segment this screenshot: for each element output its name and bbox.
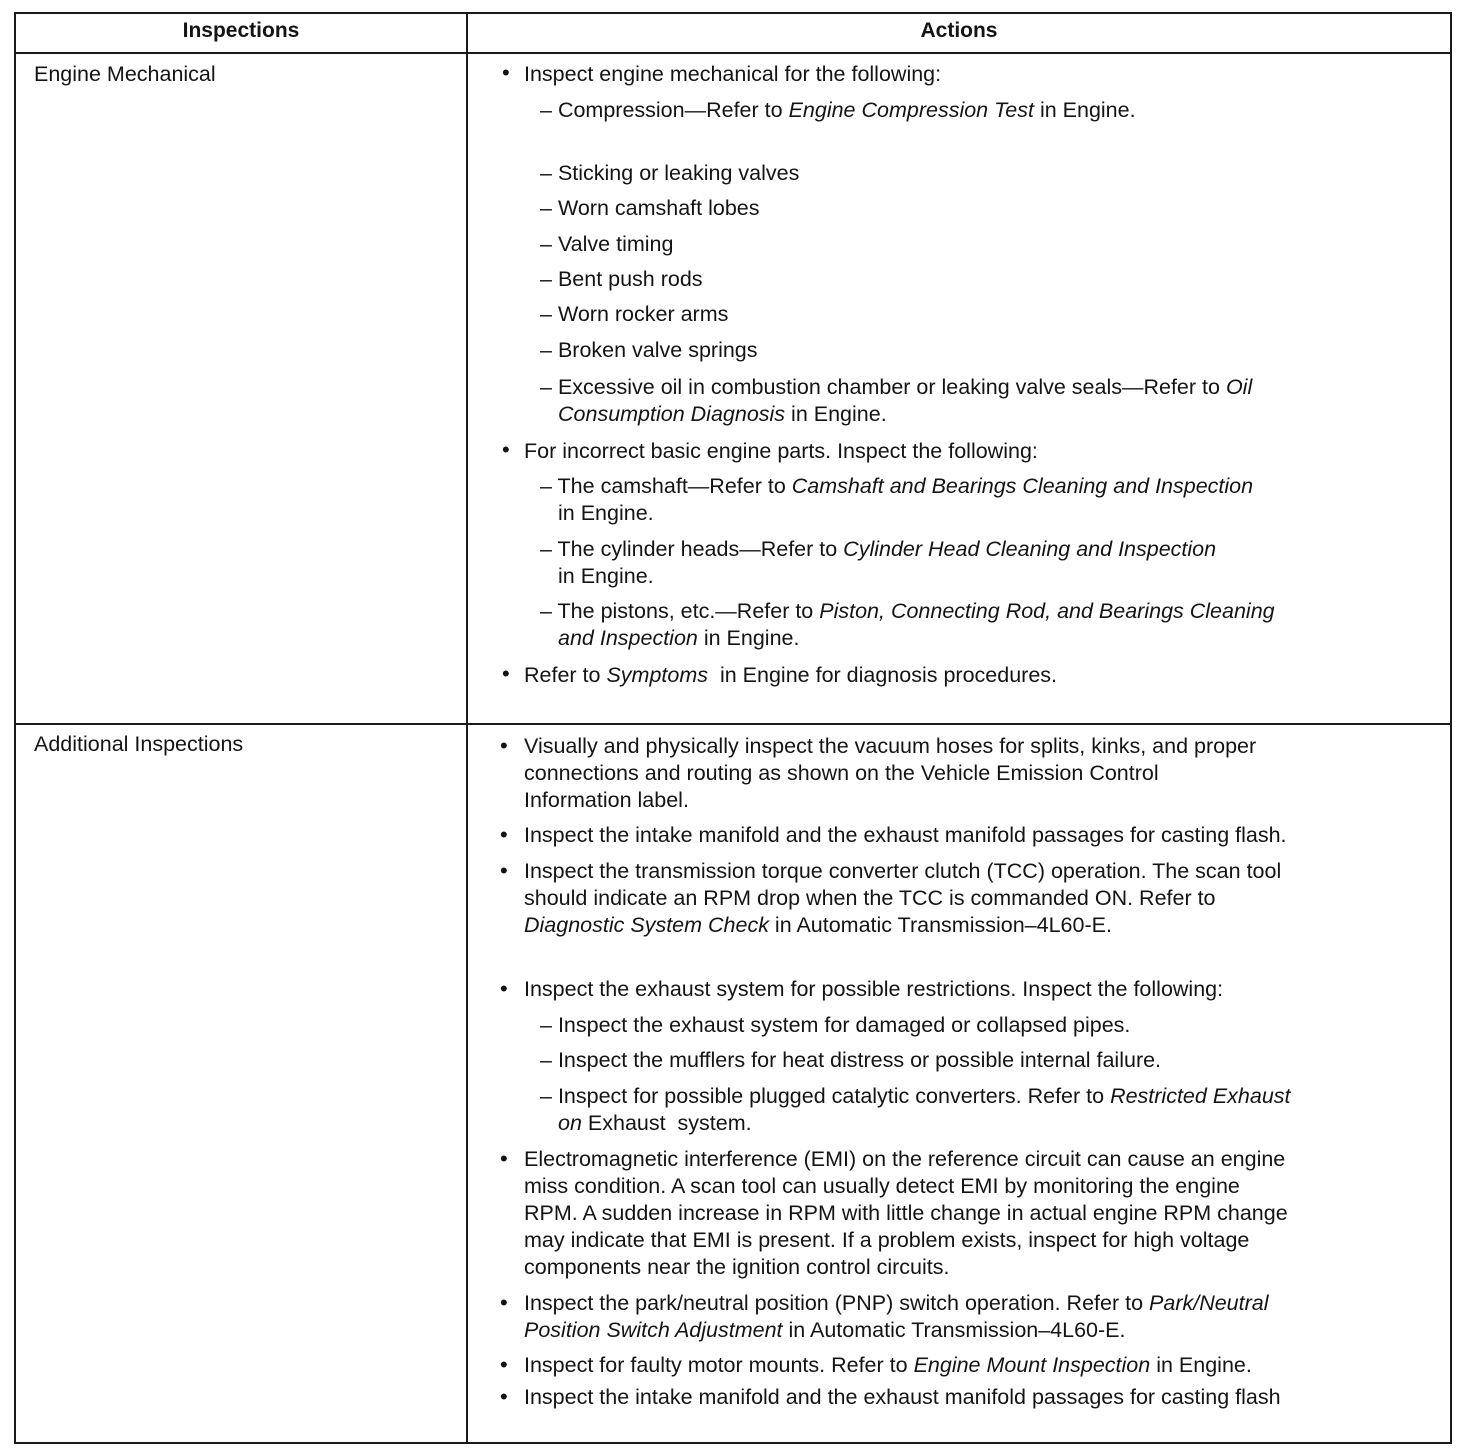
list-item-continuation: Position Switch Adjustment in Automatic Transmission–4L60-E. [524, 1318, 1126, 1342]
list-item: Visually and physically inspect the vacuum hoses for splits, kinks, and proper [524, 734, 1257, 758]
list-item: Inspect for faulty motor mounts. Refer to Engine Mount Inspection in Engine. [524, 1353, 1252, 1377]
bullet-icon: • [502, 60, 510, 85]
list-item-continuation: RPM. A sudden increase in RPM with little change in actual engine RPM change [524, 1201, 1288, 1225]
list-item-continuation: may indicate that EMI is present. If a problem exists, inspect for high voltage [524, 1228, 1250, 1252]
header-actions: Actions [920, 19, 998, 42]
bullet-icon: • [500, 1146, 508, 1171]
list-item: Inspect the park/neutral position (PNP) switch operation. Refer to Park/Neutral [524, 1291, 1269, 1315]
list-item: – Bent push rods [540, 267, 703, 291]
list-item: – Worn camshaft lobes [540, 196, 760, 220]
list-item-continuation: in Engine. [558, 564, 654, 588]
list-item: Electromagnetic interference (EMI) on the reference circuit can cause an engine [524, 1147, 1286, 1171]
list-item-continuation: Information label. [524, 788, 689, 812]
list-item: – Worn rocker arms [540, 302, 729, 326]
bullet-icon: • [500, 1352, 508, 1377]
list-item: – The pistons, etc.—Refer to Piston, Connecting Rod, and Bearings Cleaning [540, 599, 1275, 623]
bullet-icon: • [500, 1384, 508, 1409]
list-item: – Sticking or leaking valves [540, 161, 800, 185]
bullet-icon: • [500, 822, 508, 847]
list-item: Refer to Symptoms in Engine for diagnosis procedures. [524, 663, 1058, 687]
list-item: Inspect the intake manifold and the exhaust manifold passages for casting flash [524, 1385, 1281, 1409]
list-item: Inspect the transmission torque converter clutch (TCC) operation. The scan tool [524, 859, 1282, 883]
list-item-continuation: in Engine. [558, 501, 654, 525]
list-item: Inspect the exhaust system for possible restrictions. Inspect the following: [524, 977, 1224, 1001]
list-item: – Inspect the mufflers for heat distress or possible internal failure. [540, 1048, 1162, 1072]
list-item: – Excessive oil in combustion chamber or leaking valve seals—Refer to Oil [540, 375, 1253, 399]
bullet-icon: • [500, 733, 508, 758]
header-divider [16, 52, 1450, 54]
list-item-continuation: components near the ignition control circuits. [524, 1255, 950, 1279]
list-item-continuation: connections and routing as shown on the Vehicle Emission Control [524, 761, 1159, 785]
list-item-continuation: should indicate an RPM drop when the TCC is commanded ON. Refer to [524, 886, 1216, 910]
bullet-icon: • [500, 1290, 508, 1315]
list-item-continuation: on Exhaust system. [558, 1111, 752, 1135]
list-item: – Inspect for possible plugged catalytic converters. Refer to Restricted Exhaust [540, 1084, 1291, 1108]
bullet-icon: • [502, 661, 510, 686]
column-divider [466, 14, 468, 1442]
list-item: Inspect the intake manifold and the exhaust manifold passages for casting flash. [524, 823, 1287, 847]
list-item: – The camshaft—Refer to Camshaft and Bearings Cleaning and Inspection [540, 474, 1254, 498]
list-item: For incorrect basic engine parts. Inspect the following: [524, 439, 1038, 463]
bullet-icon: • [502, 437, 510, 462]
list-item-continuation: Consumption Diagnosis in Engine. [558, 402, 887, 426]
list-item: – Valve timing [540, 232, 674, 256]
list-item-continuation: Diagnostic System Check in Automatic Transmission–4L60-E. [524, 913, 1112, 937]
list-item-continuation: and Inspection in Engine. [558, 626, 800, 650]
row-divider [16, 723, 1450, 725]
inspection-engine-mechanical: Engine Mechanical [34, 62, 216, 86]
list-item-continuation: miss condition. A scan tool can usually detect EMI by monitoring the engine [524, 1174, 1240, 1198]
bullet-icon: • [500, 858, 508, 883]
list-item: – Inspect the exhaust system for damaged or collapsed pipes. [540, 1013, 1131, 1037]
list-item: Inspect engine mechanical for the following: [524, 62, 942, 86]
list-item: – Compression—Refer to Engine Compression Test in Engine. [540, 98, 1136, 122]
inspection-additional: Additional Inspections [34, 732, 244, 756]
header-inspections: Inspections [182, 19, 300, 42]
list-item: – Broken valve springs [540, 338, 758, 362]
list-item: – The cylinder heads—Refer to Cylinder Head Cleaning and Inspection [540, 537, 1217, 561]
bullet-icon: • [500, 976, 508, 1001]
